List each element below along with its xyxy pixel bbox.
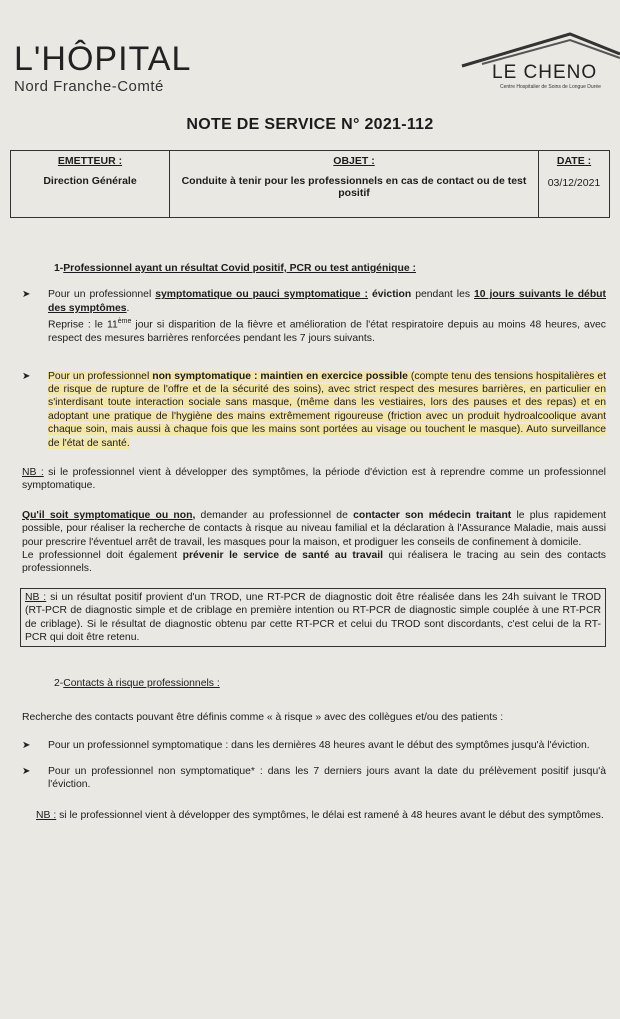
bullet-text: Pour un professionnel symptomatique : dans les dernières 48 heures avant le début des symptômes jusqu'à l'éviction.: [48, 740, 590, 752]
le-chenois-logo: [460, 28, 620, 98]
logo-left-main: L'HÔPITAL: [14, 40, 192, 78]
text-run: contacter son médecin traitant: [353, 509, 512, 521]
text-run: .: [126, 302, 130, 314]
section2-intro: Recherche des contacts pouvant être définis comme « à risque » avec des collègues et/ou des patients :: [22, 711, 504, 723]
arrow-bullet-icon: ➤: [22, 740, 31, 752]
nb-label: NB :: [22, 466, 44, 478]
arrow-bullet-icon: ➤: [22, 370, 31, 382]
arrow-bullet-icon: ➤: [22, 289, 31, 301]
text-run: pendant les: [411, 289, 475, 301]
section2-title: Contacts à risque professionnels :: [63, 678, 220, 690]
bullet-non-symptomatic: [22, 370, 606, 450]
nb-eviction: [22, 466, 606, 493]
hospital-logo: [14, 42, 191, 95]
bullet-text: Pour un professionnel non symptomatique* : dans les 7 derniers jours avant la date du prélèvement positif jusqu'à l'éviction.: [48, 765, 606, 791]
arrow-bullet-icon: ➤: [22, 765, 31, 777]
text-run: prévenir le service de santé au travail: [182, 549, 384, 561]
info-table: [10, 150, 610, 218]
paragraph-sante-travail: [22, 549, 606, 576]
nb-trod-box: [20, 588, 606, 648]
paragraph-medecin: [22, 509, 606, 549]
text-run: (compte tenu des tensions hospitalières et de risque de rupture de l'offre et de la sécurité des soins), avec strict respect des mesures barrières, en particulier en s'interdisant toute interaction sociale sans masque, (même dans les vestiaires, lors des pauses et des repas) et en adoptant une pratique de l'hygiène des mains extrêmement rigoureuse (friction avec un produit hydroalcoolique avant chaque soin, mais aussi à chaque fois que les mains sont portées au visage ou touchent le masque). Auto surveillance de l'état de santé.: [48, 370, 606, 449]
text-run: non symptomatique : maintien en exercice possible: [152, 370, 408, 382]
reprise-text: Reprise : le 11: [48, 319, 118, 331]
superscript: ème: [117, 318, 132, 326]
section1-number: 1-: [54, 263, 64, 274]
text-run: Pour un professionnel: [48, 370, 153, 382]
nb-delai: [36, 809, 606, 822]
bullet-contact-non-symptomatic: [22, 765, 606, 792]
emetteur-cell: [11, 151, 170, 218]
text-run: Le professionnel doit également: [22, 549, 183, 561]
date-label: DATE :: [556, 155, 592, 167]
nb-text: si le professionnel vient à développer des symptômes, le délai est ramené à 48 heures avant le début des symptômes.: [56, 810, 604, 822]
bullet-contact-symptomatic: [22, 739, 606, 752]
text-run: Qu'il soit symptomatique ou non,: [22, 509, 196, 521]
objet-label: OBJET :: [333, 155, 375, 167]
date-value: 03/12/2021: [547, 177, 601, 189]
nb-label: NB :: [36, 810, 57, 822]
document-body: [22, 262, 606, 823]
text-run: qui réalisera le tracing au sein des contacts professionnels.: [22, 549, 606, 575]
section1-heading: [54, 262, 606, 275]
emetteur-value: Direction Générale: [43, 175, 137, 187]
section2-number: 2-: [54, 678, 64, 690]
page-title: NOTE DE SERVICE N° 2021-112: [186, 116, 434, 133]
logo-left-sub: Nord Franche-Comté: [14, 78, 164, 95]
text-run: éviction: [368, 289, 412, 301]
reprise-text: jour si disparition de la fièvre et amélioration de l'état respiratoire depuis au moins 48 heures, avec respect des mesures barrières renforcées pendant les 7 jours suivants.: [48, 319, 606, 345]
nb-label: NB :: [25, 591, 47, 603]
nb-text: si le professionnel vient à développer des symptômes, la période d'éviction est à reprendre comme un professionnel symptomatique.: [22, 466, 606, 492]
text-run: le plus rapidement possible, pour réaliser la recherche de contacts à risque au niveau familial et la déclaration à l'Assurance Maladie, mais aussi pour prescrire l'éventuel arrêt de travail, les masques pour la maison, et prodiguer les conseils de confinement à domicile.: [22, 509, 607, 548]
emetteur-label: EMETTEUR :: [57, 155, 123, 167]
text-run: 10 jours suivants le début des symptômes: [48, 289, 606, 314]
nb-text: si un résultat positif provient d'un TROD, une RT-PCR de diagnostic doit être réalisée dans les 24h suivant le TROD (RT-PCR de diagnostic simple et de criblage en première intention ou RT-PCR de diagnostic simple couplée à une RT-PCR de criblage). Si le résultat de diagnostic obtenu par cette RT-PCR et celui du TROD sont discordants, c'est celui de la RT-PCR qui doit être retenu.: [25, 591, 601, 643]
text-run: symptomatique ou pauci symptomatique :: [155, 289, 368, 301]
text-run: demander au professionnel de: [195, 509, 354, 521]
text-run: Pour un professionnel: [48, 289, 156, 301]
bullet-symptomatic: [22, 288, 606, 345]
objet-cell: [170, 151, 539, 218]
logo-right-name: LE CHENO: [492, 62, 598, 83]
section1-title: Professionnel ayant un résultat Covid positif, PCR ou test antigénique :: [63, 263, 416, 274]
date-cell: [539, 151, 610, 218]
section2-heading: [54, 677, 606, 690]
objet-value: Conduite à tenir pour les professionnels en cas de contact ou de test positif: [181, 175, 527, 199]
logo-right-tag: Centre Hospitalier de Soins de Longue Durée: [500, 84, 601, 90]
